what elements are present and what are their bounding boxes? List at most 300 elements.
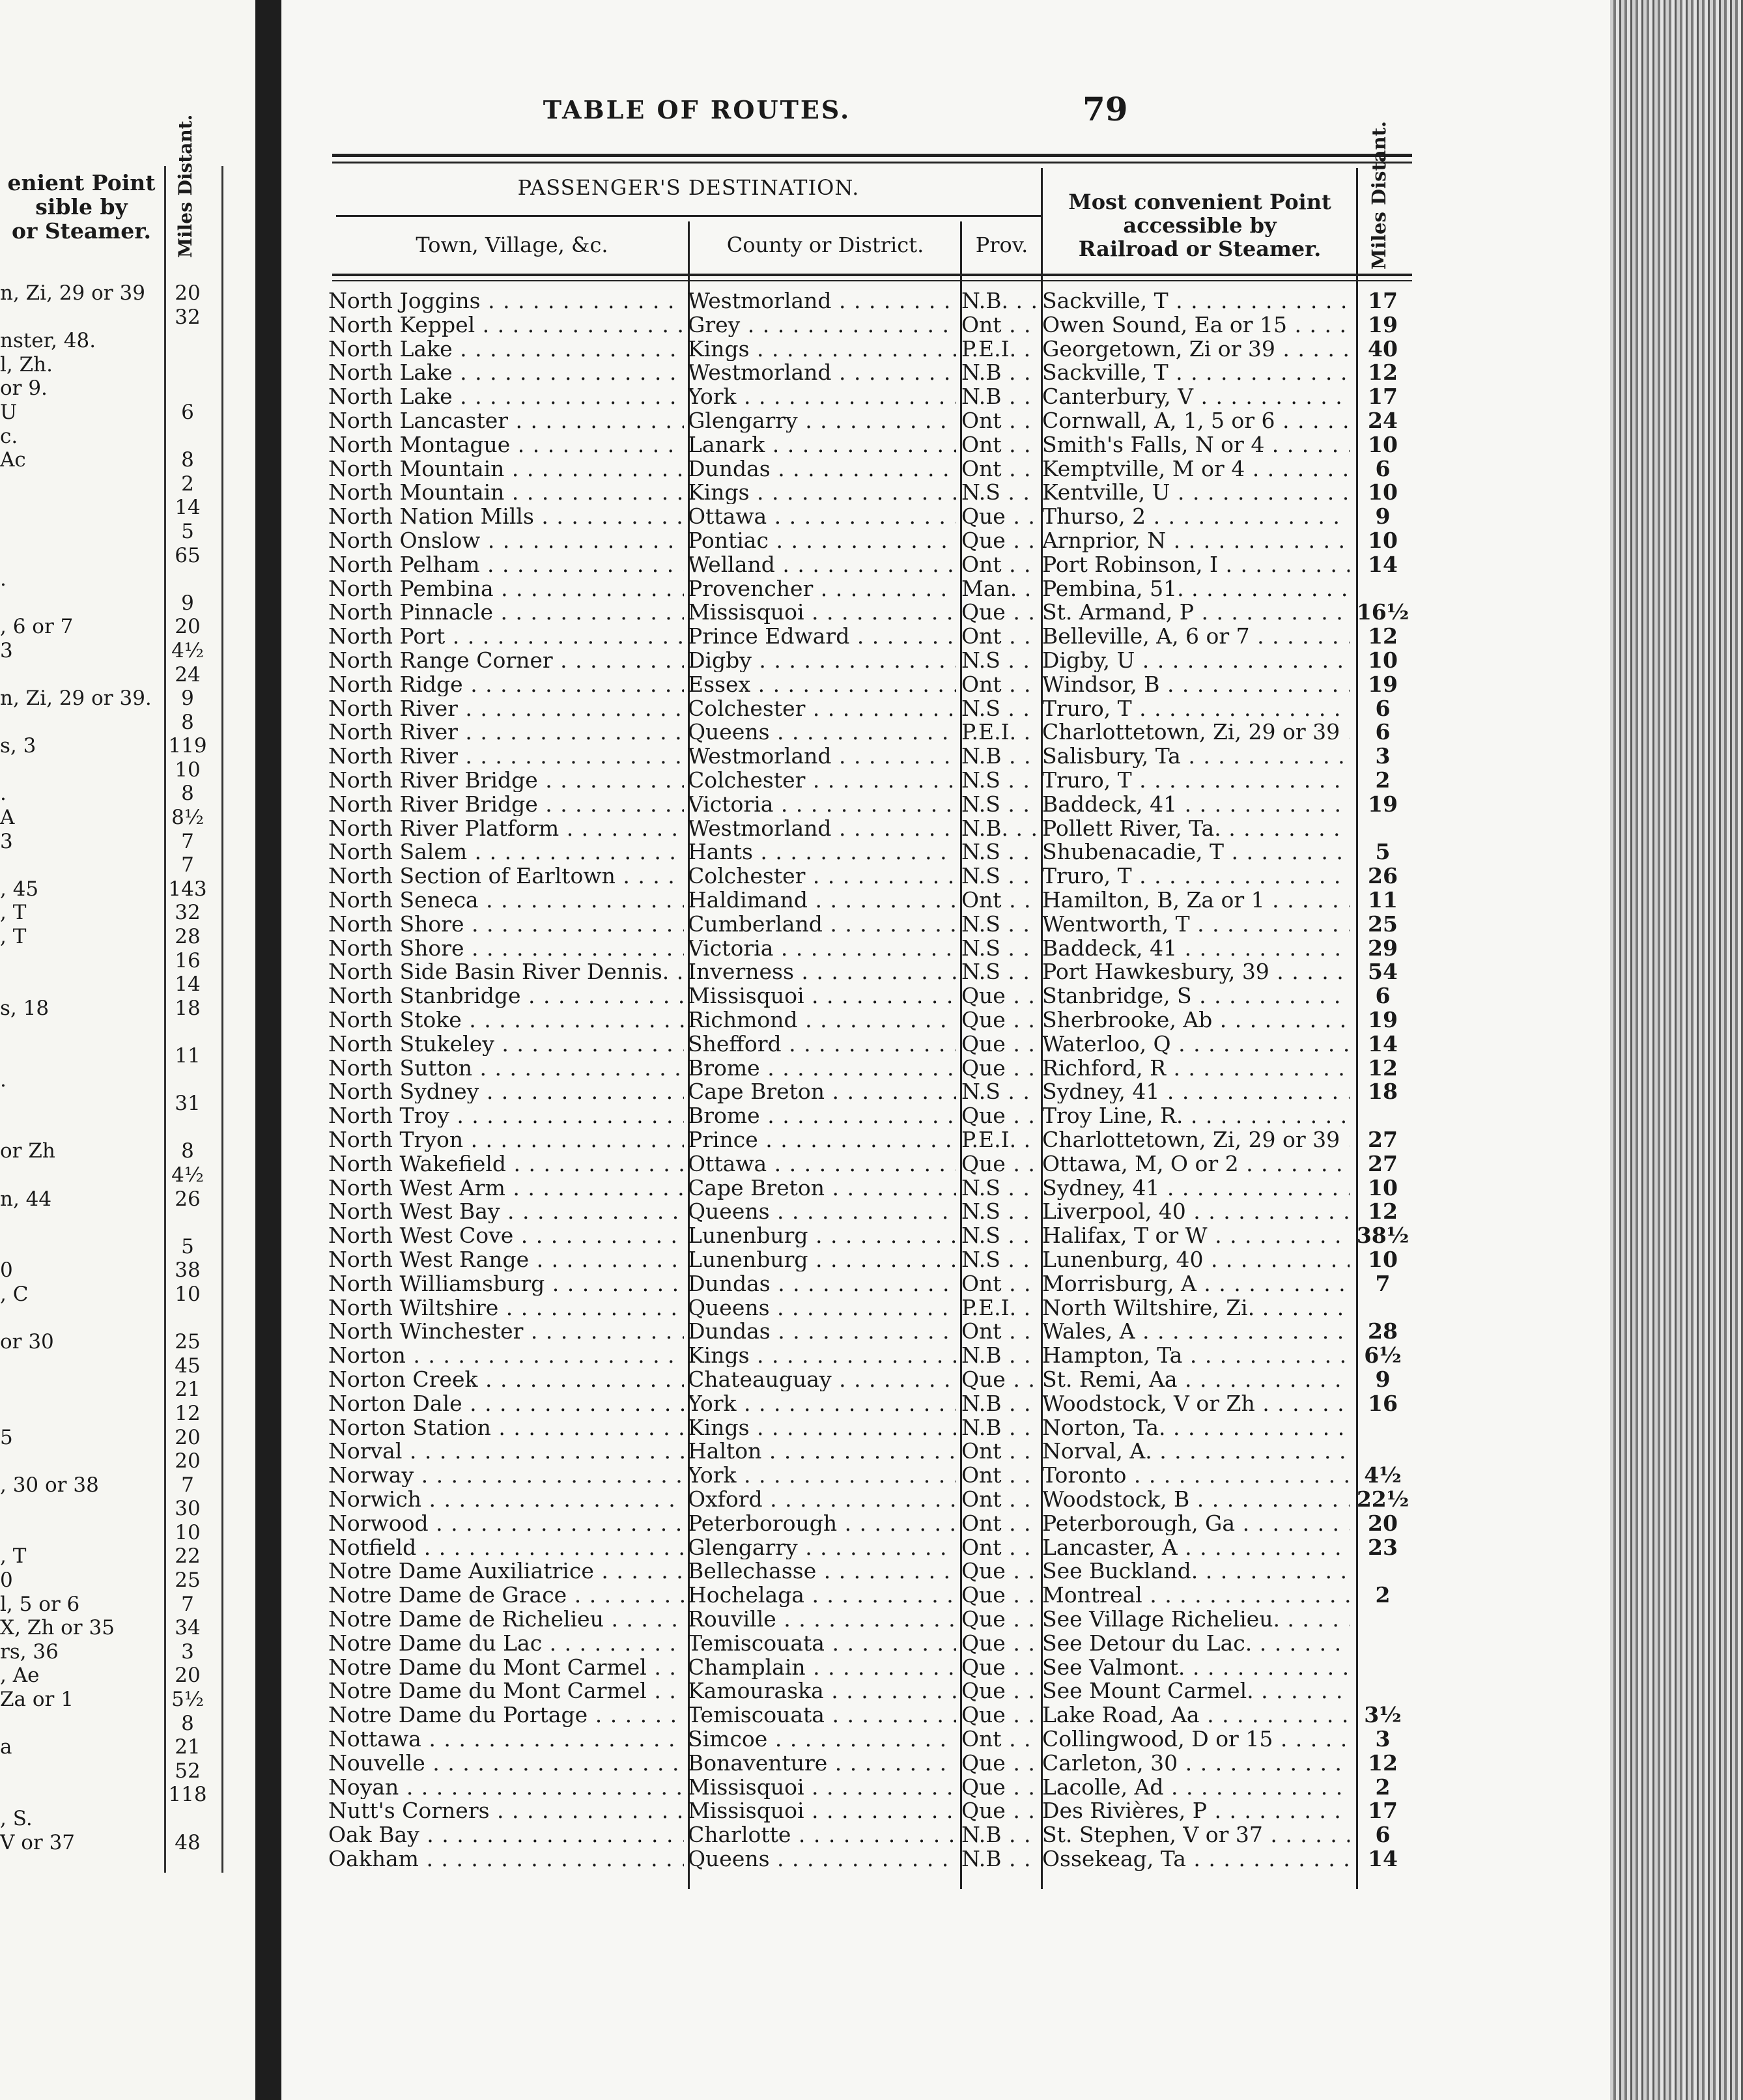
point-cell: See Detour du Lac. . . . (1042, 1632, 1350, 1655)
town-cell: Notre Dame de Grace . . . (328, 1583, 684, 1607)
left-row (0, 1235, 228, 1259)
town-cell: North River Platform . . . (328, 817, 684, 840)
col-header-town: Town, Village, &c. (416, 233, 608, 257)
town-cell: North Mountain . . . (328, 457, 684, 481)
left-row (0, 949, 228, 973)
point-cell: Belleville, A, 6 or 7 . . . (1042, 625, 1350, 648)
county-cell: Lunenburg . . . (688, 1248, 956, 1271)
county-cell: Victoria . . . (688, 793, 956, 816)
left-row-miles: 10 (175, 1520, 201, 1544)
county-cell: Ottawa . . . (688, 505, 956, 528)
left-header-line: sible by (35, 194, 128, 220)
point-cell: Stanbridge, S . . . (1042, 984, 1350, 1008)
left-row (0, 1712, 228, 1736)
prov-cell: N.B . . . (961, 1392, 1038, 1415)
left-row (0, 1640, 228, 1664)
county-cell: Haldimand . . . (688, 888, 956, 912)
miles-cell: 38½ (1356, 1224, 1410, 1248)
left-row-miles: 22 (175, 1544, 201, 1568)
point-cell: Richford, R . . . (1042, 1057, 1350, 1080)
left-row-miles: 20 (175, 1425, 201, 1449)
prov-cell: Ont . . . (961, 1464, 1038, 1487)
point-cell: Hamilton, B, Za or 1 . . . (1042, 888, 1350, 912)
left-header-line: enient Point (7, 170, 156, 195)
point-cell: Halifax, T or W . . . (1042, 1224, 1350, 1247)
left-row-miles: 48 (175, 1830, 201, 1854)
top-rule-thin (332, 162, 1412, 163)
point-cell: Sackville, T . . . (1042, 361, 1350, 384)
town-cell: Notfield . . . (328, 1536, 684, 1559)
point-cell: See Mount Carmel. . . . (1042, 1679, 1350, 1703)
miles-cell: 19 (1368, 1008, 1398, 1032)
point-cell: Lancaster, A . . . (1042, 1536, 1350, 1559)
col-header-prov: Prov. (975, 233, 1028, 257)
prov-cell: N.S . . . (961, 1248, 1038, 1271)
county-cell: Lanark . . . (688, 433, 956, 457)
miles-cell: 10 (1368, 433, 1398, 457)
county-cell: Temiscouata . . . (688, 1632, 956, 1655)
prov-cell: N.S . . . (961, 1224, 1038, 1247)
prov-cell: N.B . . . (961, 1847, 1038, 1871)
town-cell: Noyan . . . (328, 1776, 684, 1799)
town-cell: North Wiltshire . . . (328, 1296, 684, 1320)
point-cell: Sydney, 41 . . . (1042, 1176, 1350, 1200)
county-cell: Brome . . . (688, 1104, 956, 1128)
town-cell: North Lancaster . . . (328, 409, 684, 433)
town-cell: North Williamsburg . . . (328, 1272, 684, 1296)
town-cell: Notre Dame du Lac . . . (328, 1632, 684, 1655)
prov-cell: N.S . . . (961, 1080, 1038, 1103)
left-row-miles: 16 (175, 948, 201, 972)
left-row-miles: 7 (181, 829, 194, 853)
point-cell: Baddeck, 41 . . . (1042, 793, 1350, 816)
left-row (0, 997, 228, 1021)
county-cell: Missisquoi . . . (688, 601, 956, 624)
miles-cell: 16½ (1356, 601, 1410, 625)
town-cell: North Salem . . . (328, 840, 684, 864)
town-cell: North River . . . (328, 697, 684, 720)
left-row-miles: 143 (168, 877, 207, 901)
left-row (0, 305, 228, 330)
prov-cell: P.E.I. . . . (961, 1128, 1038, 1152)
left-row (0, 1426, 228, 1450)
left-row-text: s, 18 (0, 996, 50, 1020)
town-cell: Norton Creek . . . (328, 1368, 684, 1391)
left-row (0, 520, 228, 544)
miles-cell: 12 (1368, 625, 1398, 649)
county-cell: Westmorland . . . (688, 361, 956, 384)
left-row-text: , S. (0, 1807, 33, 1830)
county-cell: York . . . (688, 1464, 956, 1487)
town-cell: North Pelham . . . (328, 553, 684, 576)
prov-cell: Que . . . (961, 984, 1038, 1008)
county-cell: Halton . . . (688, 1440, 956, 1463)
town-cell: Oakham . . . (328, 1847, 684, 1871)
left-row-text: c. (0, 424, 18, 448)
left-row (0, 544, 228, 568)
prov-cell: Que . . . (961, 1008, 1038, 1032)
miles-cell: 11 (1368, 888, 1398, 912)
left-row-miles: 26 (175, 1187, 201, 1211)
col-header-point-line: Most convenient Point (1068, 190, 1331, 214)
town-cell: North Stanbridge . . . (328, 984, 684, 1008)
prov-cell: Ont . . . (961, 673, 1038, 696)
point-cell: Des Rivières, P . . . (1042, 1799, 1350, 1823)
county-cell: Victoria . . . (688, 937, 956, 960)
left-row-miles: 24 (175, 662, 201, 687)
left-row (0, 758, 228, 782)
town-cell: North Range Corner . . . (328, 649, 684, 672)
prov-cell: Ont . . . (961, 457, 1038, 481)
prov-cell: Ont . . . (961, 313, 1038, 337)
point-cell: St. Stephen, V or 37 . . . (1042, 1823, 1350, 1847)
prov-cell: Que . . . (961, 1057, 1038, 1080)
point-cell: Sherbrooke, Ab . . . (1042, 1008, 1350, 1032)
left-row (0, 734, 228, 758)
left-row-text: l, Zh. (0, 352, 53, 376)
point-cell: St. Armand, P . . . (1042, 601, 1350, 624)
town-cell: North West Arm . . . (328, 1176, 684, 1200)
town-cell: Norval . . . (328, 1440, 684, 1463)
page-number: 79 (1083, 90, 1128, 128)
county-cell: Colchester . . . (688, 697, 956, 720)
left-row (0, 1378, 228, 1402)
left-row-miles: 5 (181, 519, 194, 543)
county-cell: Prince Edward . . . (688, 625, 956, 648)
county-cell: Westmorland . . . (688, 817, 956, 840)
miles-cell: 3 (1375, 745, 1391, 769)
left-row (0, 329, 228, 353)
town-cell: North Section of Earltown . . . (328, 864, 684, 888)
left-row-miles: 14 (175, 496, 201, 520)
point-cell: Kemptville, M or 4 . . . (1042, 457, 1350, 481)
county-cell: Colchester . . . (688, 769, 956, 792)
county-cell: Queens . . . (688, 1847, 956, 1871)
prov-cell: N.S . . . (961, 864, 1038, 888)
col-header-point-line: accessible by (1123, 213, 1277, 238)
point-cell: Pembina, 51. . . . (1042, 577, 1350, 601)
miles-cell: 29 (1368, 936, 1398, 960)
town-cell: North Port . . . (328, 625, 684, 648)
county-cell: Lunenburg . . . (688, 1224, 956, 1247)
miles-cell: 9 (1375, 1368, 1391, 1391)
left-row (0, 281, 228, 305)
miles-cell: 17 (1368, 289, 1398, 313)
left-page-fragment (0, 0, 255, 2100)
prov-cell: Que . . . (961, 505, 1038, 528)
left-row-miles: 7 (181, 1592, 194, 1616)
town-cell: North Stoke . . . (328, 1008, 684, 1032)
left-row (0, 1020, 228, 1044)
left-row-miles: 8 (181, 448, 194, 472)
point-cell: Norton, Ta. . . . (1042, 1416, 1350, 1440)
left-row-miles: 28 (175, 925, 201, 949)
left-row (0, 1497, 228, 1521)
town-cell: North Side Basin River Dennis. . . . (328, 960, 684, 984)
left-row-miles: 34 (175, 1616, 201, 1640)
town-cell: Notre Dame du Mont Carmel . . . (328, 1679, 684, 1703)
left-row-miles: 21 (175, 1378, 201, 1402)
miles-cell: 54 (1368, 960, 1398, 984)
prov-cell: Que . . . (961, 1032, 1038, 1056)
prov-cell: Que . . . (961, 1559, 1038, 1583)
left-row (0, 830, 228, 854)
county-cell: Westmorland . . . (688, 745, 956, 768)
left-row-text: . (0, 567, 7, 591)
left-row-text: , T (0, 925, 27, 949)
county-cell: Dundas . . . (688, 1320, 956, 1343)
miles-cell: 2 (1375, 1583, 1391, 1608)
left-row-miles: 32 (175, 901, 201, 925)
point-cell: Collingwood, D or 15 . . . (1042, 1727, 1350, 1751)
left-row (0, 448, 228, 472)
town-cell: North Winchester . . . (328, 1320, 684, 1343)
book-edge (1610, 0, 1743, 2100)
county-cell: Kings . . . (688, 337, 956, 361)
county-cell: Kings . . . (688, 1416, 956, 1440)
point-cell: Truro, T . . . (1042, 697, 1350, 720)
left-row (0, 853, 228, 877)
county-cell: Queens . . . (688, 1296, 956, 1320)
town-cell: Notre Dame du Mont Carmel . . . (328, 1656, 684, 1679)
miles-cell: 12 (1368, 1056, 1398, 1080)
prov-cell: Que . . . (961, 1608, 1038, 1631)
prov-cell: Ont . . . (961, 409, 1038, 433)
town-cell: Norton Dale . . . (328, 1392, 684, 1415)
left-row (0, 353, 228, 377)
left-row (0, 1831, 228, 1855)
left-row-miles: 30 (175, 1497, 201, 1521)
prov-cell: Que . . . (961, 529, 1038, 552)
left-row-text: Za or 1 (0, 1688, 74, 1712)
point-cell: Kentville, U . . . (1042, 481, 1350, 504)
miles-cell: 10 (1368, 481, 1398, 505)
county-cell: Dundas . . . (688, 1272, 956, 1296)
county-cell: Richmond . . . (688, 1008, 956, 1032)
left-row-miles: 10 (175, 758, 201, 782)
left-row (0, 877, 228, 901)
prov-cell: N.S . . . (961, 481, 1038, 504)
left-row (0, 639, 228, 663)
point-cell: Salisbury, Ta . . . (1042, 745, 1350, 768)
left-row-miles: 4½ (171, 638, 204, 662)
county-cell: Hants . . . (688, 840, 956, 864)
left-row-text: 3 (0, 829, 13, 853)
left-row-text: X, Zh or 35 (0, 1616, 115, 1640)
left-miles-header (171, 114, 223, 259)
prov-cell: Que . . . (961, 601, 1038, 624)
left-row (0, 1307, 228, 1331)
point-cell: Windsor, B . . . (1042, 673, 1350, 696)
left-row-miles: 20 (175, 1664, 201, 1688)
left-row-miles: 10 (175, 1282, 201, 1306)
town-cell: Norway . . . (328, 1464, 684, 1487)
left-row (0, 1139, 228, 1163)
left-row (0, 1807, 228, 1831)
miles-cell: 24 (1368, 409, 1398, 433)
miles-cell: 6½ (1364, 1344, 1402, 1368)
prov-cell: Que . . . (961, 1799, 1038, 1823)
county-cell: Cape Breton . . . (688, 1176, 956, 1200)
miles-cell: 17 (1368, 1799, 1398, 1823)
left-row-text: , C (0, 1282, 29, 1306)
prov-cell: N.S . . . (961, 840, 1038, 864)
prov-cell: Que . . . (961, 1752, 1038, 1775)
left-row-miles: 31 (175, 1092, 201, 1116)
county-cell: Grey . . . (688, 313, 956, 337)
left-row-miles: 20 (175, 1449, 201, 1473)
left-row (0, 1258, 228, 1283)
county-cell: Pontiac . . . (688, 529, 956, 552)
left-row-miles: 12 (175, 1401, 201, 1425)
left-row-miles: 8 (181, 710, 194, 734)
left-row (0, 425, 228, 449)
left-row-text: or Zh (0, 1139, 55, 1163)
county-cell: Prince . . . (688, 1128, 956, 1152)
col-header-miles (1363, 121, 1408, 272)
prov-cell: N.B. . . . (961, 817, 1038, 840)
prov-cell: Ont . . . (961, 625, 1038, 648)
miles-cell: 6 (1375, 1823, 1391, 1847)
left-row (0, 567, 228, 591)
point-cell: Owen Sound, Ea or 15 . . . (1042, 313, 1350, 337)
prov-cell: Que . . . (961, 1776, 1038, 1799)
town-cell: North Sydney . . . (328, 1080, 684, 1103)
county-cell: Hochelaga . . . (688, 1583, 956, 1607)
county-cell: Bonaventure . . . (688, 1752, 956, 1775)
prov-cell: Que . . . (961, 1583, 1038, 1607)
point-cell: Smith's Falls, N or 4 . . . (1042, 433, 1350, 457)
header-bottom-rule (332, 274, 1412, 276)
point-cell: Wentworth, T . . . (1042, 913, 1350, 936)
left-row-miles: 20 (175, 281, 201, 305)
county-cell: Kings . . . (688, 481, 956, 504)
town-cell: North River . . . (328, 720, 684, 744)
left-row-miles: 52 (175, 1759, 201, 1783)
left-row-miles: 7 (181, 1473, 194, 1497)
prov-cell: Que . . . (961, 1104, 1038, 1128)
left-row-text: , T (0, 901, 27, 925)
left-row-text: , T (0, 1544, 27, 1568)
county-cell: Rouville . . . (688, 1608, 956, 1631)
miles-cell: 10 (1368, 649, 1398, 672)
point-cell: Thurso, 2 . . . (1042, 505, 1350, 528)
county-cell: Glengarry . . . (688, 409, 956, 433)
miles-cell: 27 (1368, 1128, 1398, 1152)
left-row-text: A (0, 806, 15, 830)
miles-cell: 7 (1375, 1271, 1391, 1296)
county-cell: Cumberland . . . (688, 913, 956, 936)
prov-cell: Que . . . (961, 1679, 1038, 1703)
point-cell: Pollett River, Ta. . . . (1042, 817, 1350, 840)
left-row (0, 376, 228, 401)
left-row-text: Ac (0, 448, 26, 472)
left-row (0, 687, 228, 711)
left-row-text: V or 37 (0, 1830, 76, 1854)
left-row (0, 1735, 228, 1759)
left-miles-header-text: Miles Distant. (175, 114, 196, 258)
prov-cell: Ont . . . (961, 1320, 1038, 1343)
town-cell: North Sutton . . . (328, 1057, 684, 1080)
left-row (0, 401, 228, 425)
col-header-county: County or District. (726, 233, 924, 257)
town-cell: North Shore . . . (328, 937, 684, 960)
county-cell: Inverness . . . (688, 960, 956, 984)
town-cell: Nouvelle . . . (328, 1752, 684, 1775)
prov-cell: Ont . . . (961, 1272, 1038, 1296)
point-cell: Baddeck, 41 . . . (1042, 937, 1350, 960)
left-row-miles: 8 (181, 1139, 194, 1163)
point-cell: Lacolle, Ad . . . (1042, 1776, 1350, 1799)
county-cell: Missisquoi . . . (688, 984, 956, 1008)
point-cell: Montreal . . . (1042, 1583, 1350, 1607)
county-cell: Kings . . . (688, 1344, 956, 1367)
left-row-miles: 38 (175, 1258, 201, 1283)
left-row (0, 496, 228, 520)
left-row-text: n, Zi, 29 or 39. (0, 687, 152, 711)
miles-cell: 4½ (1364, 1464, 1402, 1488)
prov-cell: N.B . . . (961, 361, 1038, 384)
left-row (0, 1044, 228, 1068)
town-cell: North River . . . (328, 745, 684, 768)
left-row-text: 3 (0, 638, 13, 662)
miles-cell: 12 (1368, 361, 1398, 385)
county-cell: Westmorland . . . (688, 289, 956, 313)
prov-cell: N.B . . . (961, 1823, 1038, 1847)
left-row-text: , 30 or 38 (0, 1473, 99, 1497)
left-row-text: n, 44 (0, 1187, 52, 1211)
town-cell: North River Bridge . . . (328, 769, 684, 792)
miles-cell: 19 (1368, 672, 1398, 696)
county-cell: Peterborough . . . (688, 1512, 956, 1535)
town-cell: Norton Station . . . (328, 1416, 684, 1440)
col-header-point (1043, 190, 1356, 261)
miles-cell: 6 (1375, 696, 1391, 720)
town-cell: Notre Dame de Richelieu . . . (328, 1608, 684, 1631)
left-row-miles: 14 (175, 972, 201, 997)
left-row-miles: 8 (181, 1711, 194, 1735)
prov-cell: N.S . . . (961, 649, 1038, 672)
town-cell: North Shore . . . (328, 913, 684, 936)
left-row-text: rs, 36 (0, 1639, 59, 1664)
left-row-text: or 30 (0, 1330, 54, 1354)
town-cell: North Montague . . . (328, 433, 684, 457)
prov-cell: P.E.I. . . . (961, 1296, 1038, 1320)
left-row-miles: 5½ (171, 1688, 204, 1712)
prov-cell: N.B . . . (961, 385, 1038, 408)
point-cell: Cornwall, A, 1, 5 or 6 . . . (1042, 409, 1350, 433)
miles-cell: 19 (1368, 792, 1398, 816)
left-row-miles: 32 (175, 305, 201, 329)
prov-cell: N.B . . . (961, 745, 1038, 768)
miles-cell: 14 (1368, 552, 1398, 576)
county-cell: Cape Breton . . . (688, 1080, 956, 1103)
left-header (0, 171, 163, 243)
left-row (0, 1759, 228, 1783)
miles-cell: 10 (1368, 1248, 1398, 1271)
county-cell: York . . . (688, 1392, 956, 1415)
county-cell: Temiscouata . . . (688, 1703, 956, 1727)
left-row (0, 1783, 228, 1807)
left-row-miles: 119 (168, 734, 207, 758)
left-row (0, 711, 228, 735)
county-cell: Colchester . . . (688, 864, 956, 888)
left-row-miles: 3 (181, 1639, 194, 1664)
prov-cell: N.B . . . (961, 1416, 1038, 1440)
miles-cell: 6 (1375, 984, 1391, 1008)
point-cell: See Valmont. . . . (1042, 1656, 1350, 1679)
group-heading: PASSENGER'S DESTINATION. (517, 175, 860, 200)
